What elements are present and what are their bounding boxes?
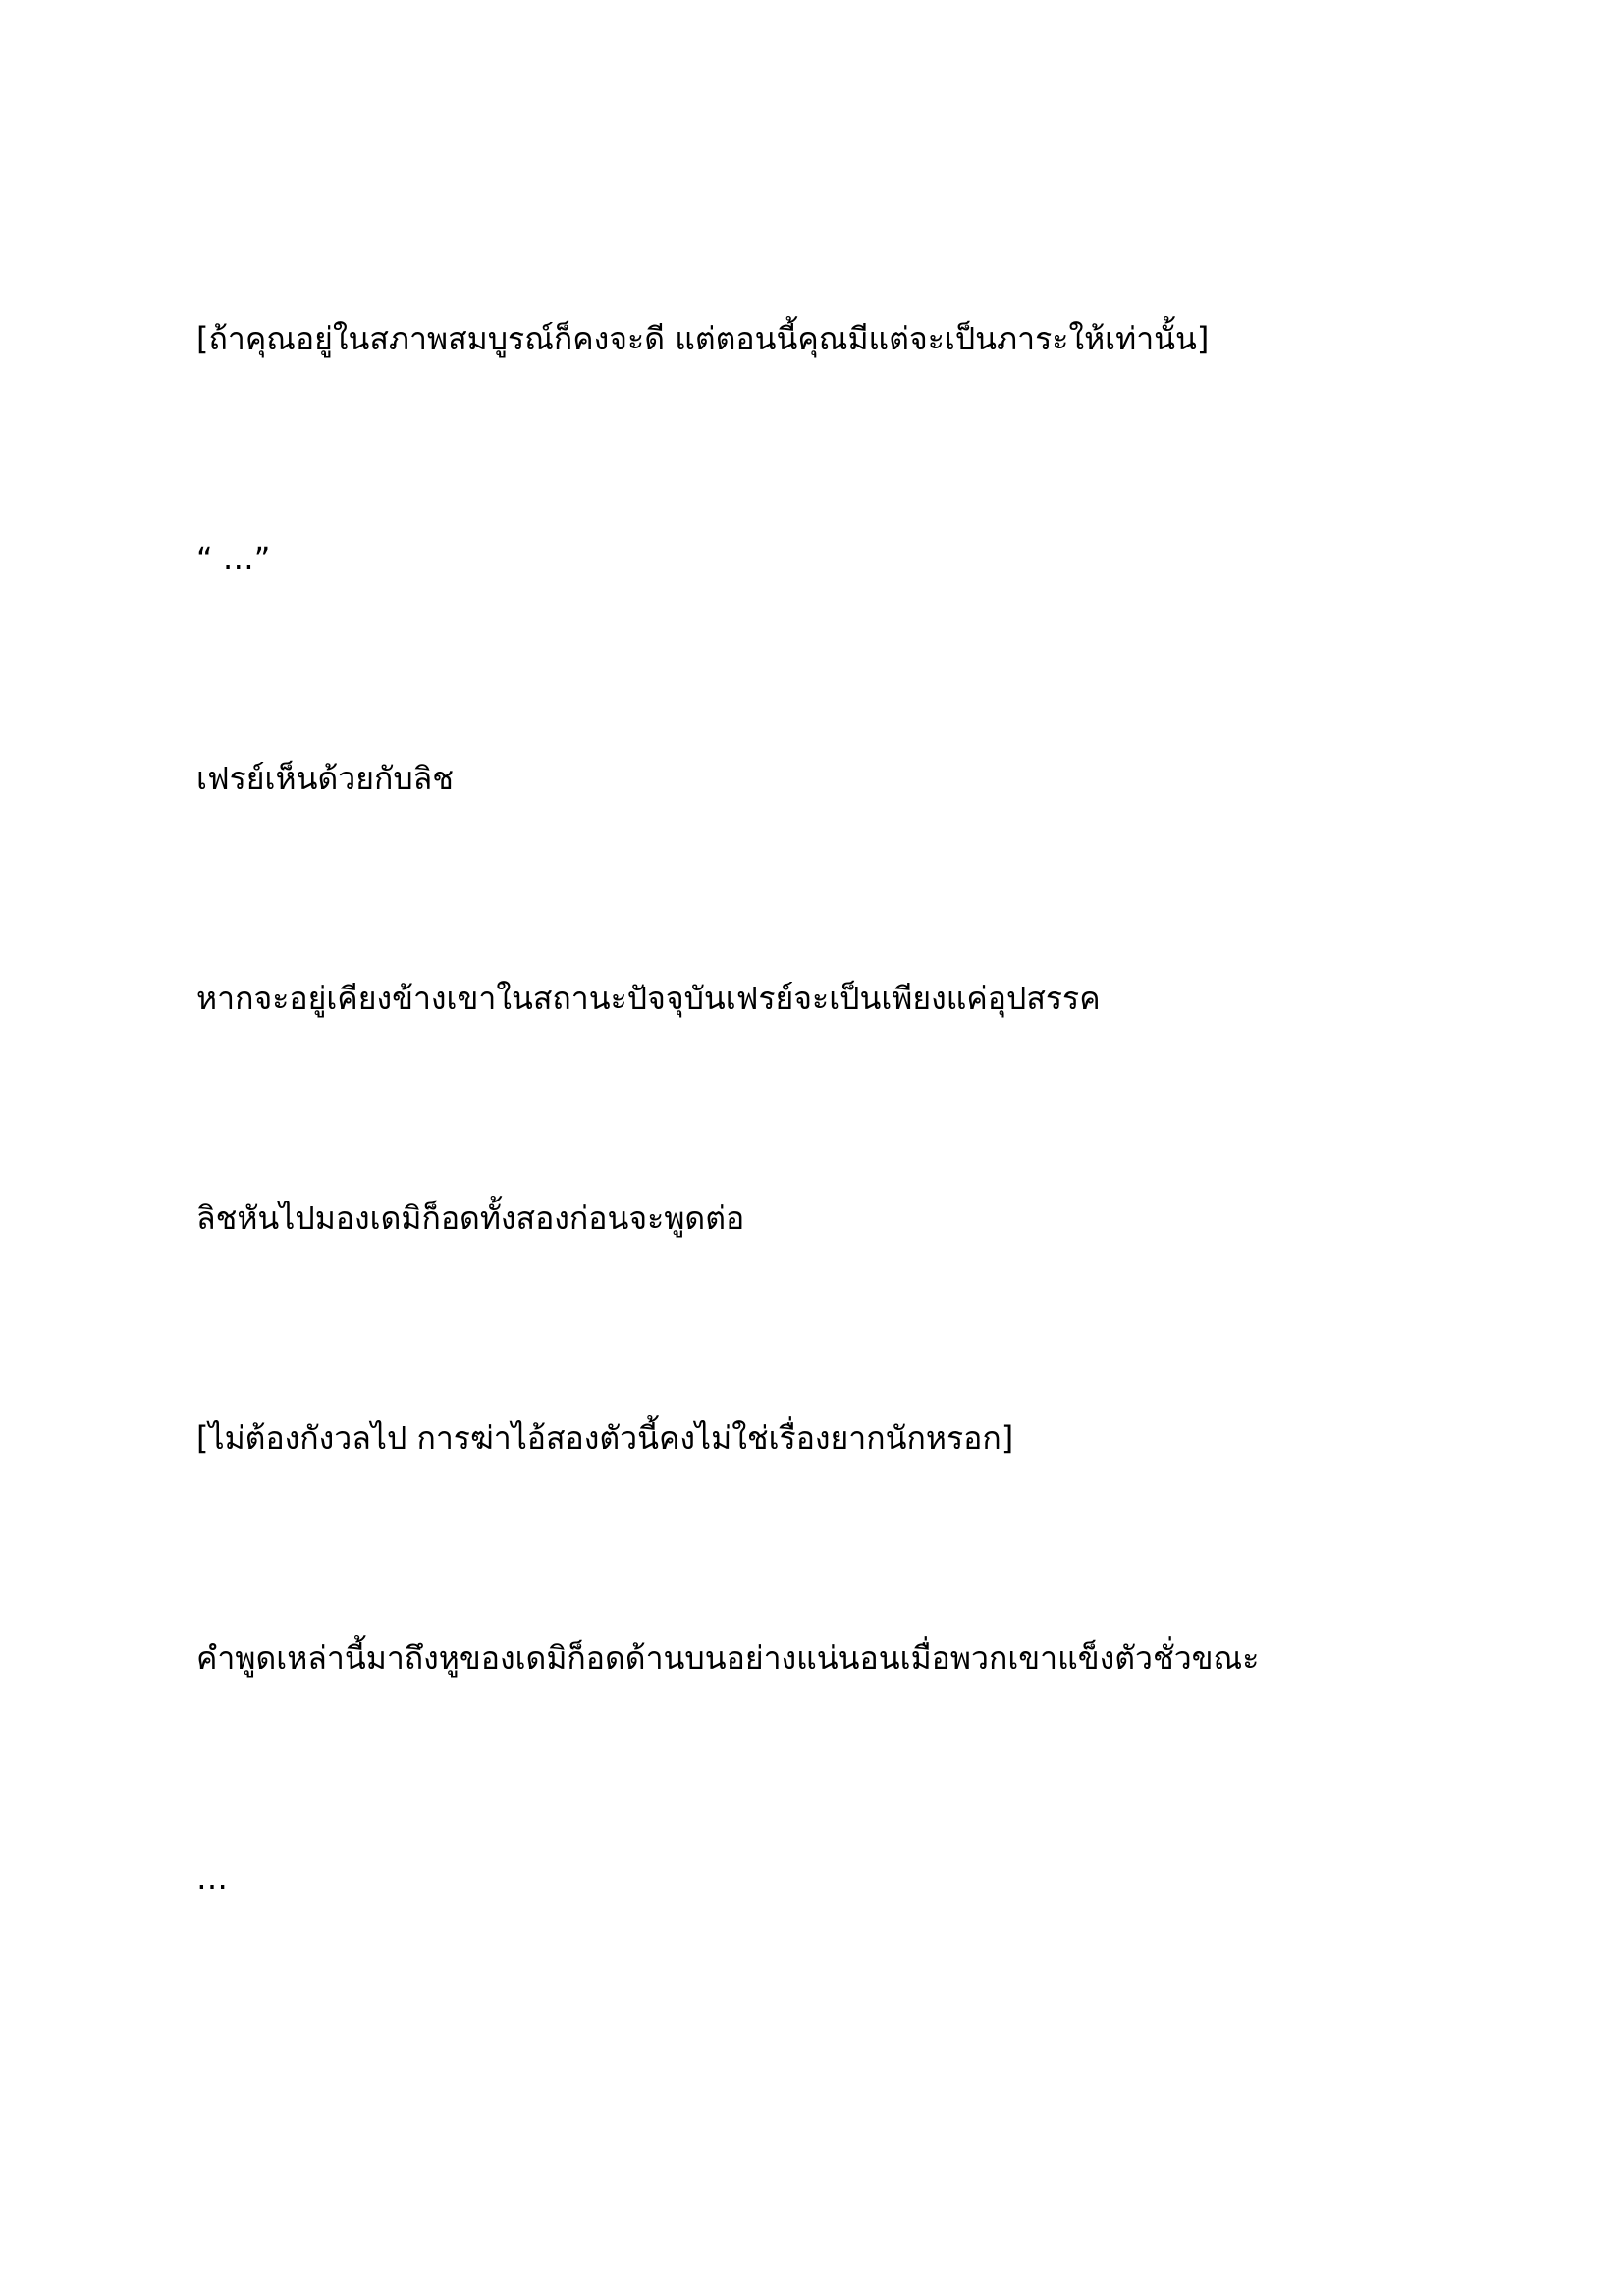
paragraph-frey-agrees: เฟรย์เห็นด้วยกับลิช <box>196 760 454 797</box>
paragraph-demigods-freeze: คำพูดเหล่านี้มาถึงหูของเดมิก็อดด้านบนอย่างแน่นอนเมื่อพวกเขาแข็งตัวชั่วขณะ <box>196 1639 1260 1677</box>
paragraph-lich-turns: ลิชหันไปมองเดมิก็อดทั้งสองก่อนจะพูดต่อ <box>196 1200 745 1237</box>
paragraph-lich-speech-easy: [ไม่ต้องกังวลไป การฆ่าไอ้สองตัวนี้คงไม่ใช่เรื่องยากนักหรอก] <box>196 1419 1014 1457</box>
paragraph-final-ellipsis: … <box>196 1859 228 1896</box>
paragraph-ellipsis-quote: “ …” <box>196 540 271 577</box>
paragraph-lich-speech-burden: [ถ้าคุณอยู่ในสภาพสมบูรณ์ก็คงจะดี แต่ตอนนี้คุณมีแต่จะเป็นภาระให้เท่านั้น] <box>196 320 1210 357</box>
paragraph-frey-obstacle: หากจะอยู่เคียงข้างเขาในสถานะปัจจุบันเฟรย์จะเป็นเพียงแค่อุปสรรค <box>196 980 1101 1017</box>
